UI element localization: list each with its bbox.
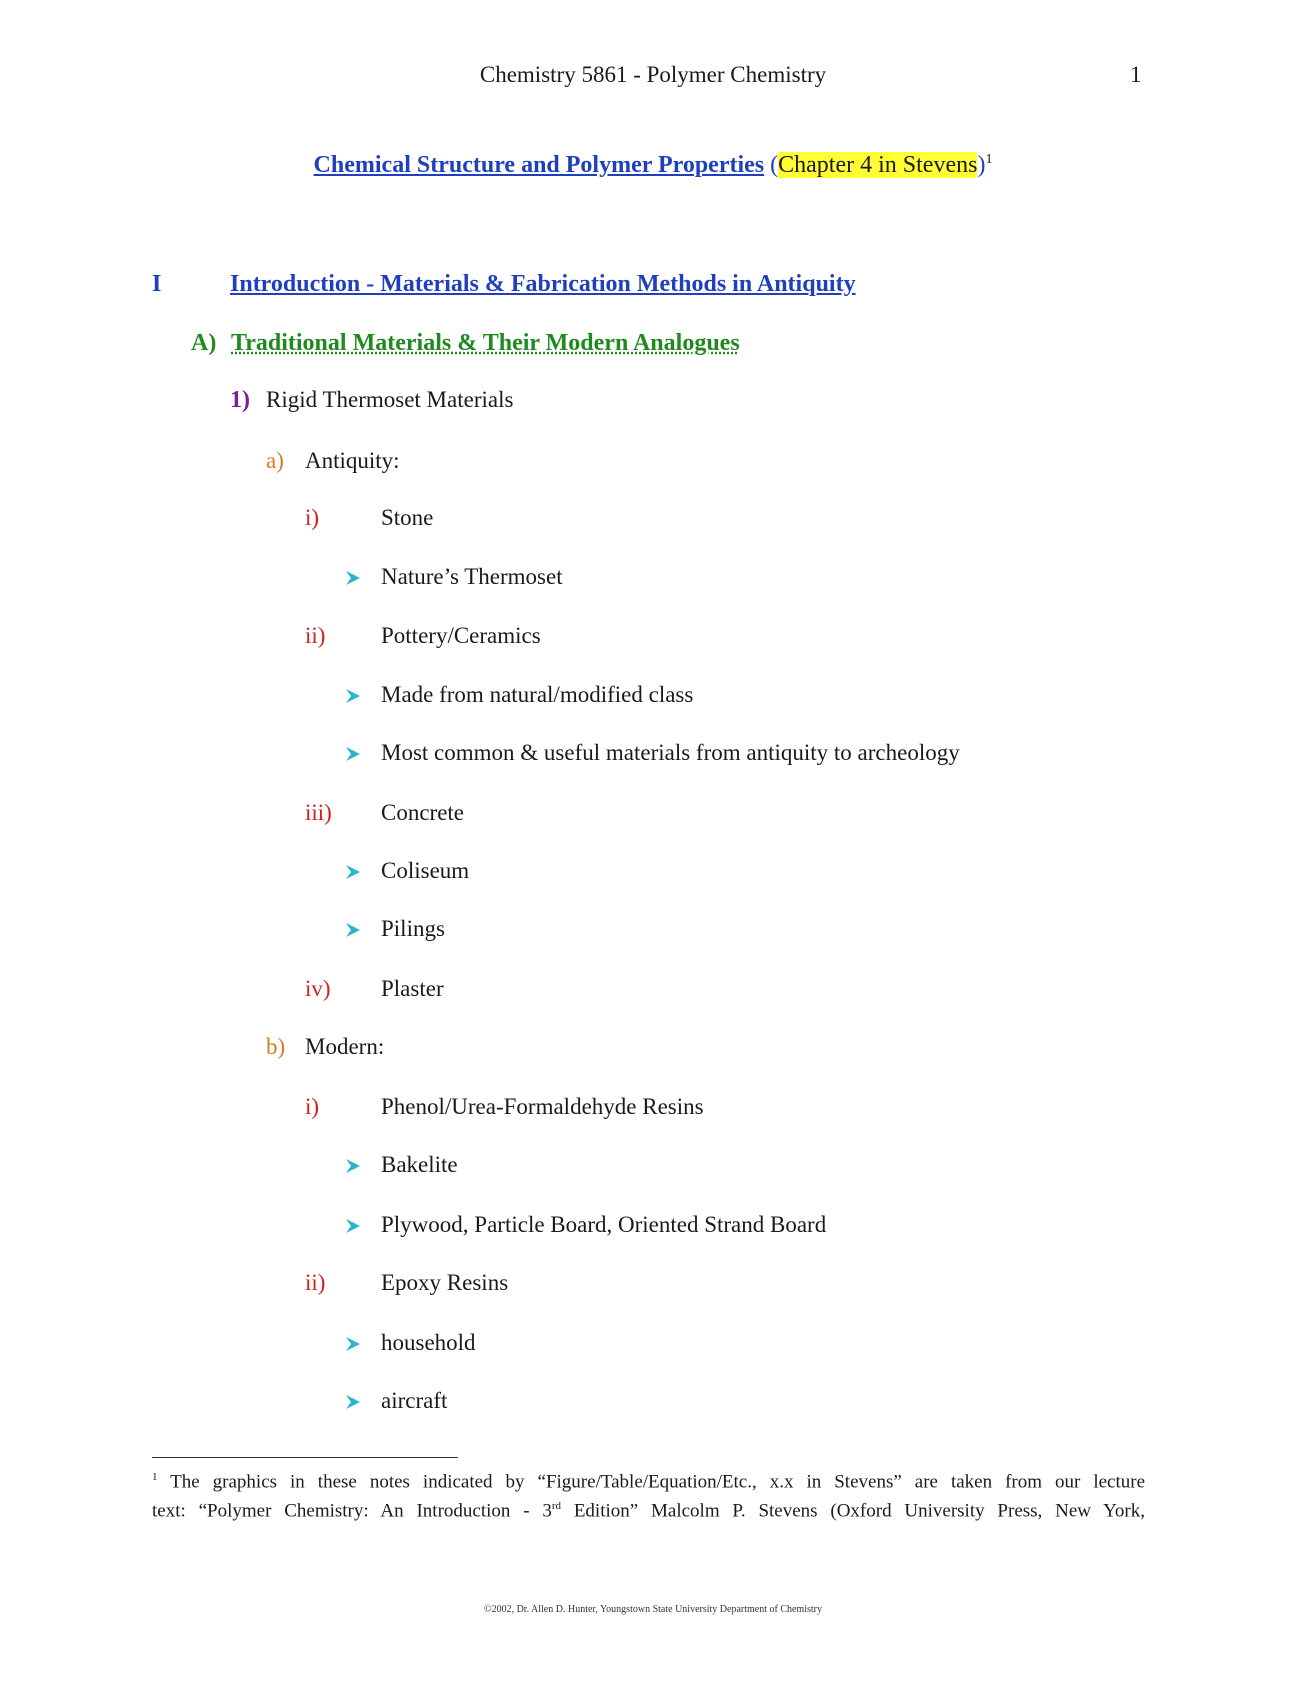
footnote-text-1: The graphics in these notes indicated by “Figure/Table/Equation/Etc., x.x in Stevens” are taken from our lecture (157, 1471, 1145, 1493)
subsection-number: A) (191, 330, 217, 356)
arrow-bullet-icon (345, 1394, 361, 1410)
footnote-superscript: rd (551, 1500, 562, 1513)
bullet-household: household (381, 1330, 476, 1355)
outline-b-number: b) (266, 1034, 286, 1059)
outline-item-1-label: Rigid Thermoset Materials (266, 387, 514, 412)
arrow-bullet-icon (345, 864, 361, 880)
outline-b-i-label: Phenol/Urea-Formaldehyde Resins (381, 1094, 704, 1119)
bullet-most-common: Most common & useful materials from antiquity to archeology (381, 740, 960, 765)
arrow-bullet-icon (345, 922, 361, 938)
section-number: I (152, 271, 162, 297)
arrow-bullet-icon (345, 746, 361, 762)
footnote-mark: 1 (152, 1471, 158, 1483)
outline-b-ii-number: ii) (305, 1270, 326, 1295)
copyright-footer: ©2002, Dr. Allen D. Hunter, Youngstown State University Department of Chemistry (483, 1604, 822, 1615)
document-title (0, 152, 1306, 179)
outline-b-label: Modern: (305, 1034, 385, 1059)
title-open-paren: ( (770, 152, 779, 178)
bullet-pilings: Pilings (381, 916, 445, 941)
outline-b-i-number: i) (305, 1094, 320, 1119)
bullet-coliseum: Coliseum (381, 858, 470, 883)
footnote-text-2b: Edition” Malcolm P. Stevens (Oxford University Press, New York, (561, 1500, 1145, 1522)
outline-a-ii-label: Pottery/Ceramics (381, 623, 541, 648)
footnote-text-2a: text: “Polymer Chemistry: An Introduction - 3 (152, 1500, 552, 1522)
subsection-title: Traditional Materials & Their Modern Analogues (231, 330, 740, 356)
outline-a-i-number: i) (305, 505, 320, 530)
footnote-separator (152, 1457, 458, 1458)
bullet-bakelite: Bakelite (381, 1152, 458, 1177)
section-title: Introduction - Materials & Fabrication Methods in Antiquity (230, 271, 856, 297)
arrow-bullet-icon (345, 1218, 361, 1234)
outline-b-ii-label: Epoxy Resins (381, 1270, 509, 1295)
arrow-bullet-icon (345, 1158, 361, 1174)
bullet-plywood: Plywood, Particle Board, Oriented Strand Board (381, 1212, 827, 1237)
title-highlight: Chapter 4 in Stevens (778, 152, 978, 178)
footnote-line-2 (152, 1494, 1145, 1523)
arrow-bullet-icon (345, 1336, 361, 1352)
bullet-natures-thermoset: Nature’s Thermoset (381, 564, 563, 589)
outline-a-label: Antiquity: (305, 448, 400, 473)
outline-a-iii-label: Concrete (381, 800, 465, 825)
arrow-bullet-icon (345, 570, 361, 586)
outline-a-number: a) (266, 448, 284, 473)
footnote (152, 1465, 1145, 1524)
outline-a-iv-label: Plaster (381, 976, 444, 1001)
bullet-made-from-natural: Made from natural/modified class (381, 682, 694, 707)
title-footnote-ref: 1 (985, 152, 993, 167)
outline-a-ii-number: ii) (305, 623, 326, 648)
outline-a-iv-number: iv) (305, 976, 331, 1001)
document-title-main: Chemical Structure and Polymer Properties (313, 152, 765, 178)
outline-item-1-number: 1) (230, 387, 250, 413)
page-number: 1 (1130, 62, 1142, 87)
footnote-line-1 (152, 1465, 1145, 1494)
header-title: Chemistry 5861 - Polymer Chemistry (479, 62, 827, 87)
bullet-aircraft: aircraft (381, 1388, 448, 1413)
arrow-bullet-icon (345, 688, 361, 704)
title-close-paren: ) (977, 152, 986, 178)
outline-a-i-label: Stone (381, 505, 434, 530)
outline-a-iii-number: iii) (305, 800, 332, 825)
